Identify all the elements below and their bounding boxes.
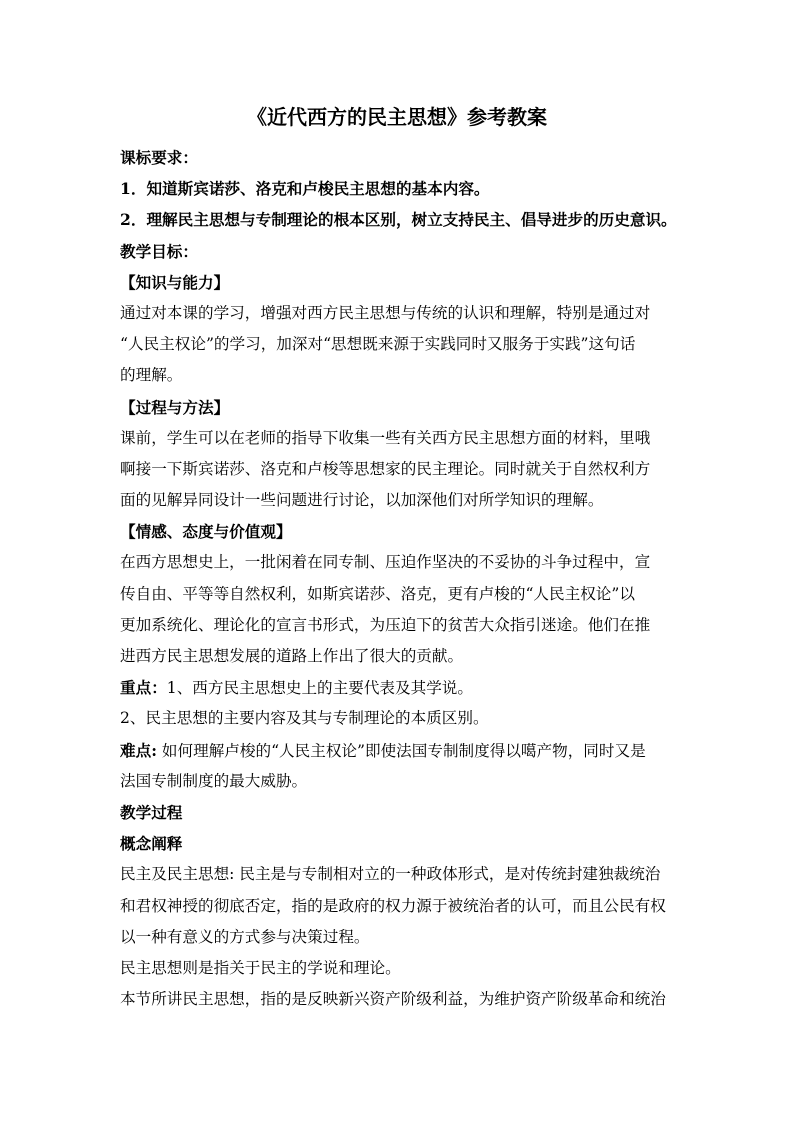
difficulty-text-1: 如何理解卢梭的“人民主权论”即使法国专制制度得以噶产物，同时又是 [156,741,646,760]
document-body [120,142,680,1015]
curriculum-item-1: 1．知道斯宾诺莎、洛克和卢梭民主思想的基本内容。 [120,179,490,199]
objectives-heading: 教学目标： [120,241,198,261]
emotion-line-2: 传自由、平等等自然权利，如斯宾诺莎、洛克，更有卢梭的“人民主权论”以 [120,584,635,603]
concept-line-5: 本节所讲民主思想，指的是反映新兴资产阶级利益，为维护资产阶级革命和统治 [120,990,666,1009]
concept-heading: 概念阐释 [120,834,183,854]
process-line-2: 啊接一下斯宾诺莎、洛克和卢梭等思想家的民主理论。同时就关于自然权利方 [120,459,651,478]
emotion-line-4: 进西方民主思想发展的道路上作出了很大的贡献。 [120,647,464,665]
difficulty-line-1 [120,735,680,766]
knowledge-line-3: 的理解。 [120,366,183,385]
difficulty-label: 难点: [120,740,157,760]
knowledge-line-1: 通过对本课的学习，增强对西方民主思想与传统的认识和理解，特别是通过对 [120,303,651,322]
concept-line-2: 和君权神授的彻底否定，指的是政府的权力源于被统治者的认可，而且公民有权 [120,896,666,915]
concept-line-3: 以一种有意义的方式参与决策过程。 [120,927,370,946]
curriculum-item-2: 2．理解民主思想与专制理论的根本区别，树立支持民主、倡导进步的历史意识。 [120,210,677,230]
document-title: 《近代西方的民主思想》参考教案 [247,105,547,129]
key-points-label: 重点： [120,678,167,698]
process-heading: 【过程与方法】 [120,397,230,417]
process-line-1: 课前，学生可以在老师的指导下收集一些有关西方民主思想方面的材料，里哦 [120,428,651,447]
key-points-line-1 [120,672,680,703]
concept-line-1: 民主及民主思想: 民主是与专制相对立的一种政体形式，是对传统封建独裁统治 [120,865,661,884]
key-points-line-2: 2、民主思想的主要内容及其与专制理论的本质区别。 [120,709,489,728]
emotion-line-3: 更加系统化、理论化的宣言书形式，为压迫下的贫苦大众指引迷途。他们在推 [120,615,651,634]
emotion-line-1: 在西方思想史上，一批闲着在同专制、压迫作坚决的不妥协的斗争过程中，宣 [120,553,651,572]
process-line-3: 面的见解异同设计一些问题进行讨论，以加深他们对所学知识的理解。 [120,491,604,510]
knowledge-line-2: “人民主权论”的学习，加深对“思想既来源于实践同时又服务于实践”这句话 [120,335,636,354]
emotion-heading: 【情感、态度与价值观】 [120,522,292,542]
curriculum-heading: 课标要求： [120,148,198,167]
concept-line-4: 民主思想则是指关于民主的学说和理论。 [120,958,401,977]
difficulty-line-2: 法国专制制度的最大威胁。 [120,771,308,790]
knowledge-heading: 【知识与能力】 [120,272,230,292]
key-points-text-1: 1、西方民主思想史上的主要代表及其学说。 [166,679,473,698]
teaching-process-heading: 教学过程 [120,802,183,822]
